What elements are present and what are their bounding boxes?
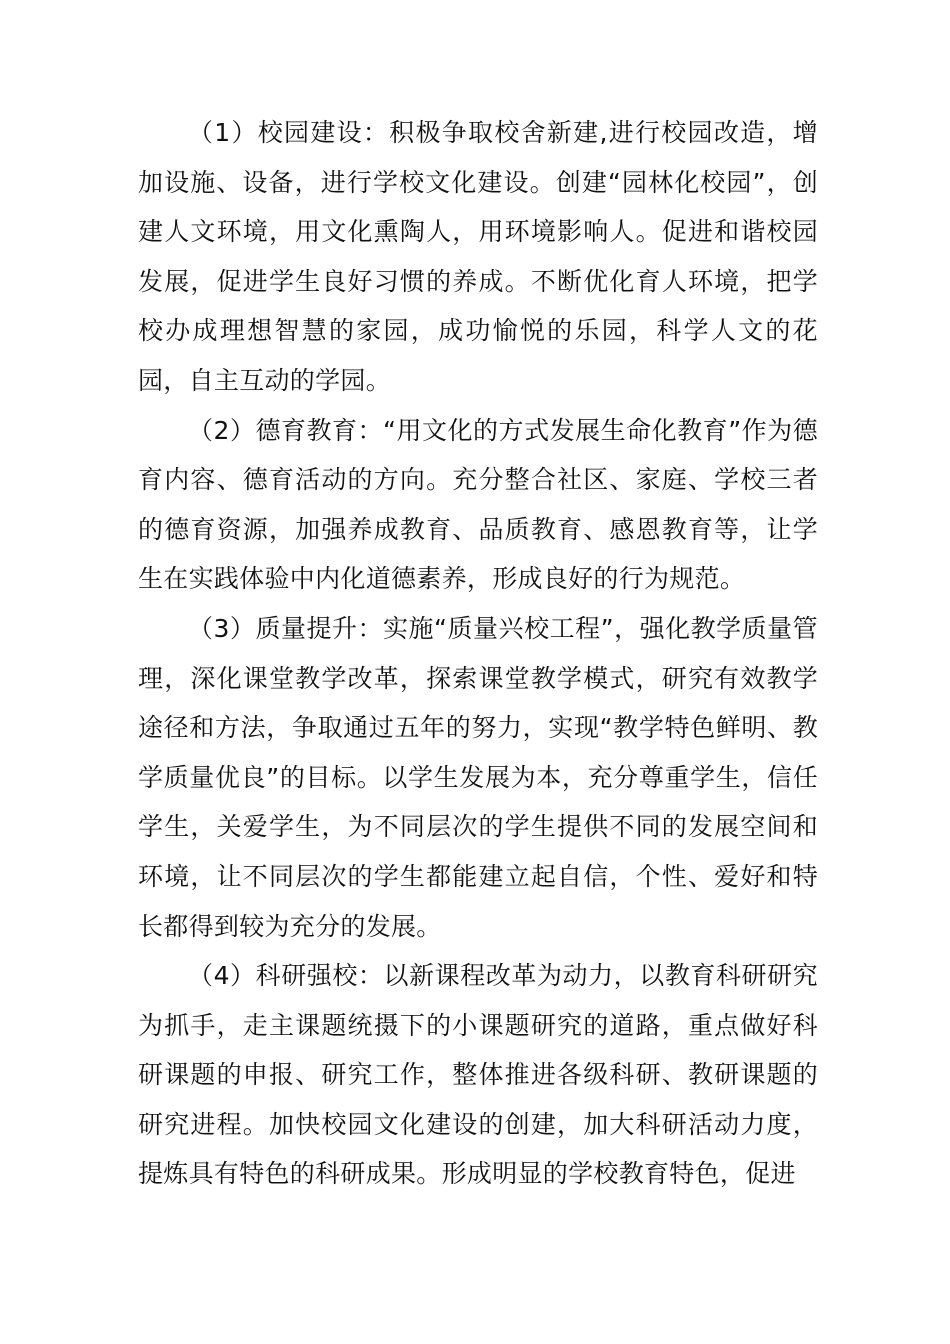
paragraph-moral-education: （2）德育教育：“用文化的方式发展生命化教育”作为德育内容、德育活动的方向。充分整合社区、家庭、学校三者的德育资源，加强养成教育、品质教育、感恩教育等，让学生在实践体验中内化道德素养，形成良好的行为规范。 [138, 415, 818, 594]
paragraph-quality-improvement: （3）质量提升：实施“质量兴校工程”，强化教学质量管理，深化课堂教学改革，探索课堂教学模式，研究有效教学途径和方法，争取通过五年的努力，实现“教学特色鲜明、教学质量优良”的目标。以学生发展为本，充分尊重学生，信任学生，关爱学生，为不同层次的学生提供不同的发展空间和环境，让不同层次的学生都能建立起自信，个性、爱好和特长都得到较为充分的发展。 [138, 613, 818, 941]
paragraph-campus-construction: （1）校园建设：积极争取校舍新建,进行校园改造，增加设施、设备，进行学校文化建设。创建“园林化校园”，创建人文环境，用文化熏陶人，用环境影响人。促进和谐校园发展，促进学生良好习惯的养成。不断优化育人环境，把学校办成理想智慧的家园，成功愉悦的乐园，科学人文的花园，自主互动的学园。 [138, 118, 818, 395]
document-body [138, 108, 818, 1199]
paragraph-research-strengthening: （4）科研强校：以新课程改革为动力，以教育科研研究为抓手，走主课题统摄下的小课题研究的道路，重点做好科研课题的申报、研究工作，整体推进各级科研、教研课题的研究进程。加快校园文化建设的创建，加大科研活动力度，提炼具有特色的科研成果。形成明显的学校教育特色，促进 [138, 961, 818, 1189]
